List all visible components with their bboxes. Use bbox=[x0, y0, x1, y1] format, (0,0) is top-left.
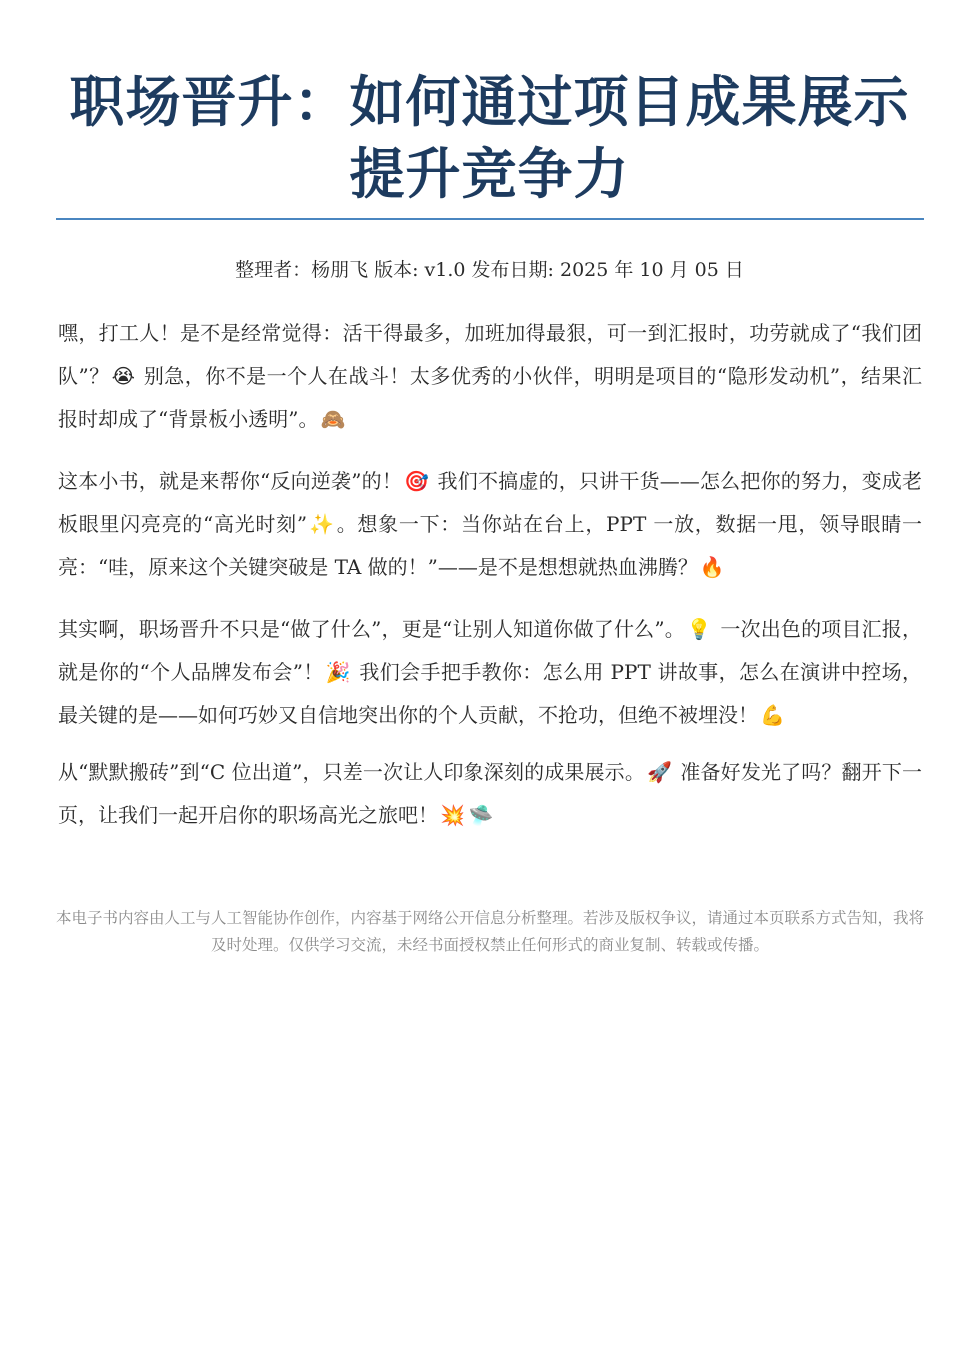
see-no-evil-monkey-icon: 🙈 bbox=[320, 407, 346, 431]
flexed-biceps-icon: 💪 bbox=[760, 703, 785, 727]
collision-icon: 💥 bbox=[440, 803, 465, 827]
sparkles-icon: ✨ bbox=[309, 512, 334, 536]
rocket-icon: 🚀 bbox=[646, 760, 672, 784]
paragraph-3-text-c: 我们会手把手教你：怎么用 PPT 讲故事，怎么在演讲中控场，最关键的是——如何巧妙又自信地突出你的个人贡献，不抢功，但绝不被埋没！ bbox=[58, 660, 923, 727]
paragraph-1-text-a: 嘿，打工人！是不是经常觉得：活干得最多，加班加得最狠，可一到汇报时，功劳就成了“我们团队”？ bbox=[58, 321, 922, 388]
paragraph-2-text-c: 。想象一下：当你站在台上，PPT 一放，数据一甩，领导眼睛一亮：“哇，原来这个关键突破是 TA 做的！”——是不是想想就热血沸腾？ bbox=[58, 512, 922, 579]
paragraph-4-text-a: 从“默默搬砖”到“C 位出道”，只差一次让人印象深刻的成果展示。 bbox=[58, 760, 645, 784]
intro-paragraph-1 bbox=[58, 312, 922, 441]
document-title bbox=[40, 66, 939, 210]
copyright-disclaimer: 本电子书内容由人工与人工智能协作创作，内容基于网络公开信息分析整理。若涉及版权争议，请通过本页联系方式告知，我将及时处理。仅供学习交流，未经书面授权禁止任何形式的商业复制、转载或传播。 bbox=[56, 909, 925, 954]
party-popper-icon: 🎉 bbox=[325, 660, 351, 684]
author-version-date: 整理者：杨朋飞 版本: v1.0 发布日期: 2025 年 10 月 05 日 bbox=[235, 259, 744, 281]
title-line-2: 提升竞争力 bbox=[349, 142, 630, 206]
intro-paragraph-2 bbox=[58, 460, 922, 589]
flying-saucer-icon: 🛸 bbox=[468, 803, 494, 827]
fire-icon: 🔥 bbox=[699, 555, 725, 579]
crying-face-icon: 😭 bbox=[111, 364, 135, 388]
title-divider bbox=[56, 218, 924, 220]
paragraph-3-text-a: 其实啊，职场晋升不只是“做了什么”，更是“让别人知道你做了什么”。 bbox=[58, 617, 685, 641]
intro-paragraph-4 bbox=[58, 751, 922, 837]
paragraph-2-text-a: 这本小书，就是来帮你“反向逆袭”的！ bbox=[58, 469, 403, 493]
direct-hit-icon: 🎯 bbox=[404, 469, 429, 493]
paragraph-2-text-b: 我们不搞虚的，只讲干货——怎么把你的努力，变成老板眼里闪亮亮的“高光时刻” bbox=[58, 469, 923, 536]
paragraph-3-text-b: 一次出色的项目汇报，就是你的“个人品牌发布会”！ bbox=[58, 617, 922, 684]
paragraph-4-text-b: 准备好发光了吗？翻开下一页，让我们一起开启你的职场高光之旅吧！ bbox=[58, 760, 922, 827]
light-bulb-icon: 💡 bbox=[686, 617, 712, 641]
title-line-1: 职场晋升：如何通过项目成果展示 bbox=[69, 70, 910, 134]
paragraph-1-text-b: 别急，你不是一个人在战斗！太多优秀的小伙伴，明明是项目的“隐形发动机”，结果汇报时却成了“背景板小透明”。 bbox=[58, 364, 922, 431]
intro-paragraph-3 bbox=[58, 608, 922, 737]
intro-body bbox=[58, 312, 922, 837]
